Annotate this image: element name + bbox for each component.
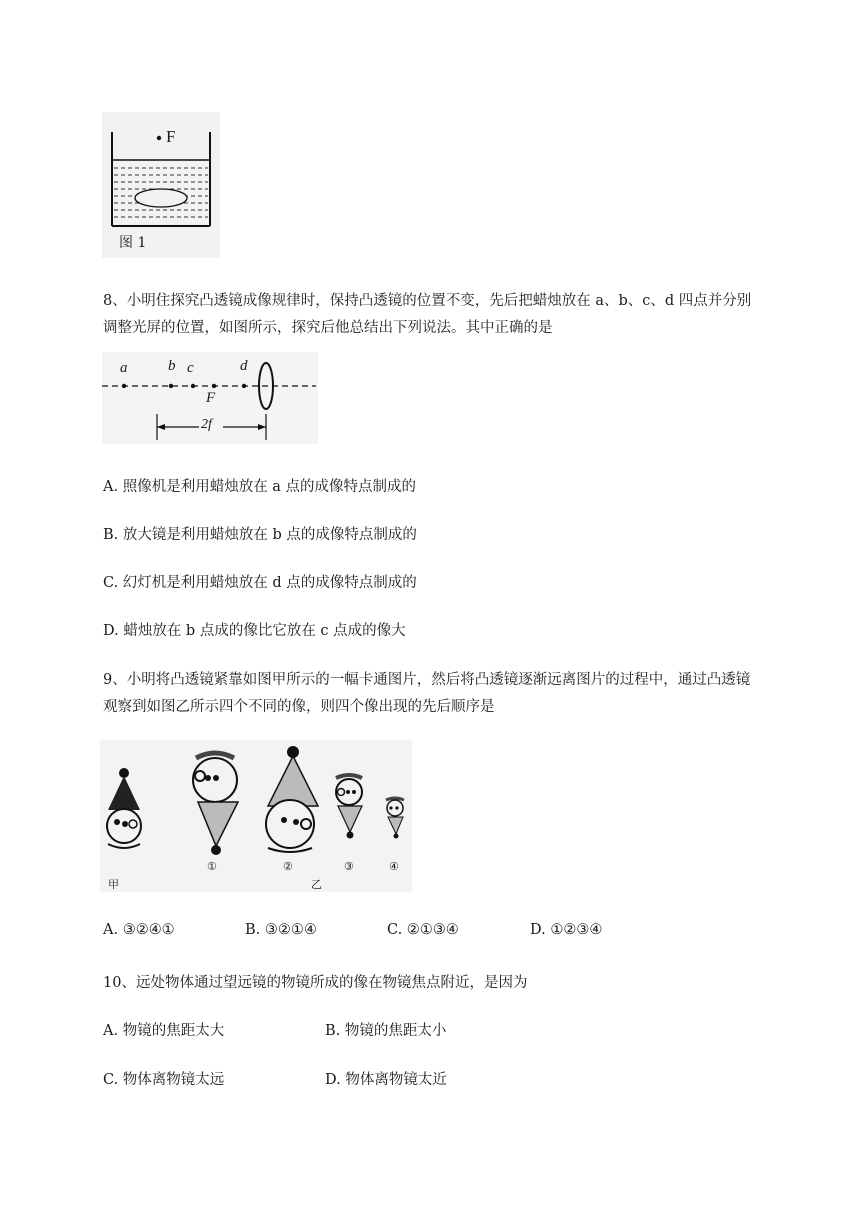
label-circled-4: ④ [389, 860, 399, 873]
q9-cartoon-svg [100, 740, 412, 892]
q9-option-A[interactable]: A. ③②④① [103, 922, 175, 938]
q9-stem-line-2: 观察到如图乙所示四个不同的像，则四个像出现的先后顺序是 [103, 699, 495, 715]
q8-option-C[interactable]: C. 幻灯机是利用蜡烛放在 d 点的成像特点制成的 [103, 575, 417, 591]
q8-option-A[interactable]: A. 照像机是利用蜡烛放在 a 点的成像特点制成的 [103, 479, 417, 495]
label-yi: 乙 [311, 878, 322, 891]
distance-2f-label: 2f [201, 417, 212, 432]
label-circled-3: ③ [344, 860, 354, 873]
q10-option-D[interactable]: D. 物体离物镜太近 [325, 1072, 447, 1088]
q8-option-B[interactable]: B. 放大镜是利用蜡烛放在 b 点的成像特点制成的 [103, 527, 417, 543]
focus-label: F [166, 127, 176, 146]
point-a-label: a [120, 360, 128, 376]
point-c-label: c [187, 360, 194, 376]
label-circled-1: ① [207, 860, 217, 873]
q8-stem-line-1: 8、小明住探究凸透镜成像规律时，保持凸透镜的位置不变，先后把蜡烛放在 a、b、c、d 四点并分别 [103, 293, 752, 309]
q10-option-A[interactable]: A. 物镜的焦距太大 [103, 1023, 225, 1039]
q8-lens-diagram [102, 352, 318, 444]
point-b-label: b [168, 358, 176, 374]
figure-1-container-lens [102, 112, 220, 258]
original-clown [107, 768, 141, 848]
point-d-label: d [240, 358, 248, 374]
q10-stem: 10、远处物体通过望远镜的物镜所成的像在物镜焦点附近，是因为 [103, 975, 528, 991]
q9-stem-line-1: 9、小明将凸透镜紧靠如图甲所示的一幅卡通图片，然后将凸透镜逐渐远离图片的过程中，通过凸透镜 [103, 672, 751, 688]
q9-option-B[interactable]: B. ③②①④ [245, 922, 317, 938]
q9-option-C[interactable]: C. ②①③④ [387, 922, 459, 938]
label-jia: 甲 [108, 878, 119, 891]
image-4-inverted-small [386, 798, 404, 839]
figure-caption: 图 1 [119, 235, 147, 251]
image-1-inverted-large [193, 753, 238, 855]
q9-option-D[interactable]: D. ①②③④ [530, 922, 603, 938]
q10-option-B[interactable]: B. 物镜的焦距太小 [325, 1023, 447, 1039]
label-circled-2: ② [283, 860, 293, 873]
point-F-label: F [206, 390, 216, 406]
q8-option-D[interactable]: D. 蜡烛放在 b 点成的像比它放在 c 点成的像大 [103, 623, 406, 639]
image-2-upright-large [266, 746, 318, 852]
q9-cartoon-figure [100, 740, 412, 892]
q10-option-C[interactable]: C. 物体离物镜太远 [103, 1072, 225, 1088]
q8-stem-line-2: 调整光屏的位置，如图所示，探究后他总结出下列说法。其中正确的是 [103, 320, 553, 336]
image-3-inverted-medium [336, 775, 362, 839]
